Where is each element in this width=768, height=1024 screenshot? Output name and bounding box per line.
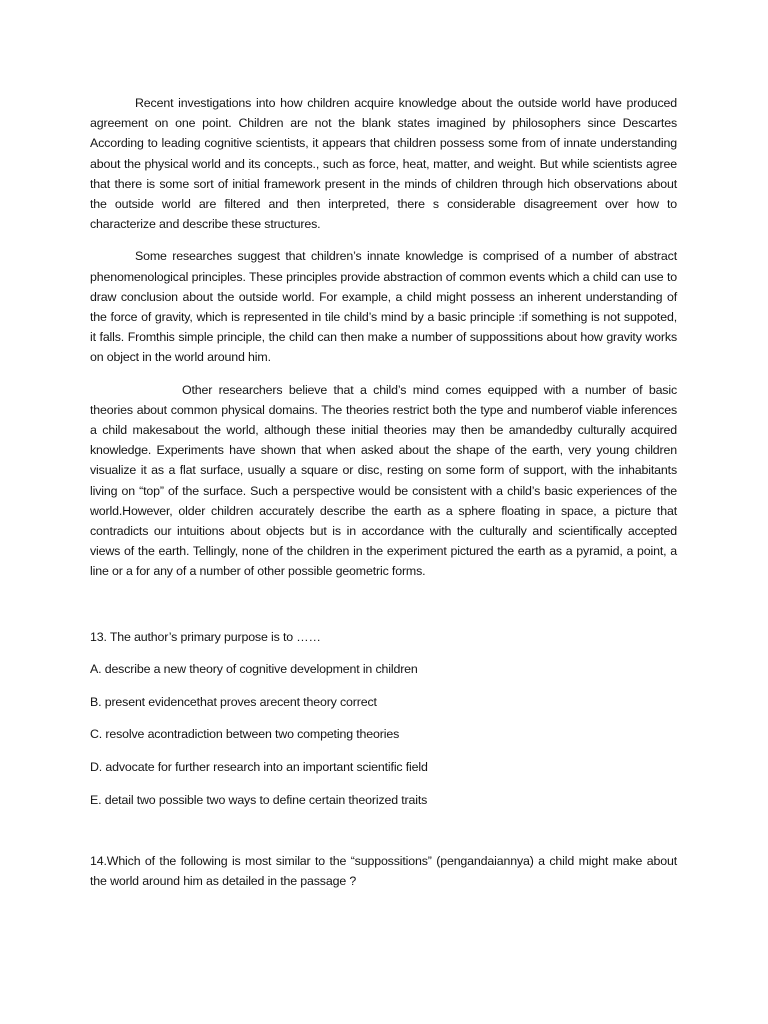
passage-paragraph-3: Other researchers believe that a child’s mind comes equipped with a number of basic theories about common physical domains. The theories restrict both the type and numberof viable inferences a child makesabout the world, although these initial theories may then be amandedby culturally acquired knowledge. Experiments have shown that when asked about the shape of the earth, very young children visualize it as a flat surface, usually a square or disc, resting on some form of support, with the inhabitants living on “top” of the surface. Such a perspective would be consistent with a child’s basic experiences of the world.However, older children accurately describe the earth as a sphere floating in space, a picture that contradicts our intuitions about objects but is in accordance with the culturally and scientifically accepted views of the earth. Tellingly, none of the children in the experiment pictured the earth as a pyramid, a point, a line or a for any of a number of other possible geometric forms. [90,382,677,579]
question-13 [90,627,677,811]
option-d: D. advocate for further research into an important scientific field [90,760,428,775]
question-13-prompt: 13. The author’s primary purpose is to …… [90,629,321,644]
question-14 [90,851,677,891]
question-13-options [90,659,677,810]
option-a: A. describe a new theory of cognitive development in children [90,661,418,676]
question-14-prompt: 14.Which of the following is most similar to the “suppossitions” (pengandaiannya) a child might make about the world around him as detailed in the passage ? [90,854,677,889]
option-e: E. detail two possible two ways to define certain theorized traits [90,793,428,808]
option-b: B. present evidencethat proves arecent theory correct [90,694,377,709]
option-c: C. resolve acontradiction between two competing theories [90,727,400,742]
reading-passage [90,93,677,582]
passage-paragraph-2: Some researches suggest that children’s innate knowledge is comprised of a number of abstract phenomenological principles. These principles provide abstraction of common events which a child can use to draw conclusion about the outside world. For example, a child might possess an inherent understanding of the force of gravity, which is represented in tile child’s mind by a basic principle :if something is not suppoted, it falls. Fromthis simple principle, the child can then make a number of suppossitions about how gravity works on object in the world around him. [90,249,677,365]
document-body [90,93,677,892]
passage-paragraph-1: Recent investigations into how children acquire knowledge about the outside world have produced agreement on one point. Children are not the blank states imagined by philosophers since Descartes According to leading cognitive scientists, it appears that children possess some from of innate understanding about the physical world and its concepts., such as force, heat, matter, and weight. But while scientists agree that there is some sort of initial framework present in the minds of children through hich observations about the outside world are filtered and then interpreted, there s considerable disagreement over how to characterize and describe these structures. [90,96,677,232]
